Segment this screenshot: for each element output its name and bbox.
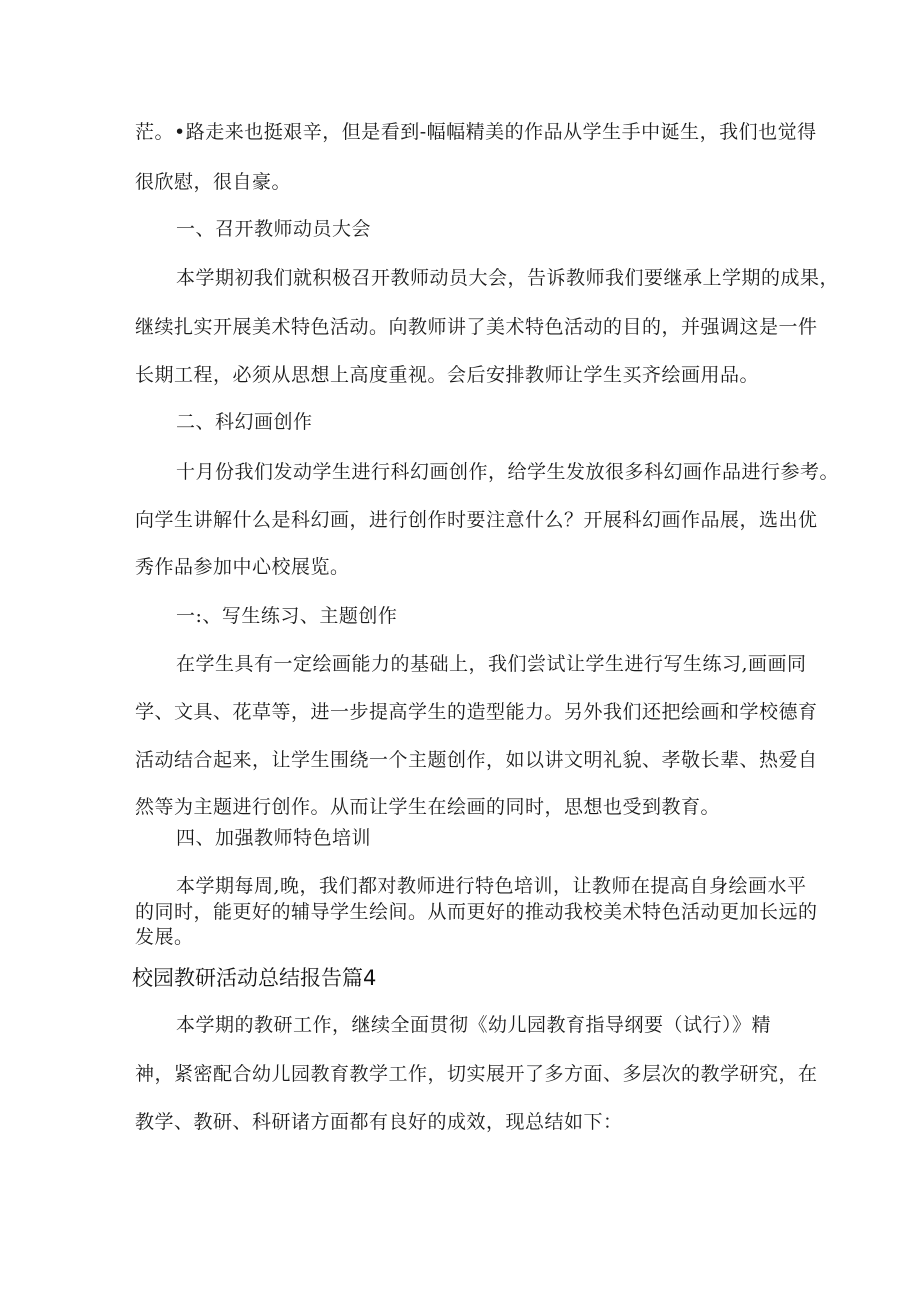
- section-3-title: 一:、写生练习、主题创作: [176, 605, 398, 627]
- intro-line-1: 茫。•路走来也挺艰辛，但是看到-幅幅精美的作品从学生手中诞生，我们也觉得: [135, 121, 817, 143]
- section-2-title: 二、科幻画创作: [176, 411, 313, 433]
- section-2-paragraph-line: 向学生讲解什么是科幻画，进行创作时要注意什么？开展科幻画作品展，选出优: [135, 509, 818, 531]
- section-4-paragraph-line: 的同时，能更好的辅导学生绘间。从而更好的推动我校美术特色活动更加长远的: [135, 901, 818, 923]
- section-3-paragraph-line: 活动结合起来，让学生围绕一个主题创作，如以讲文明礼貌、孝敬长辈、热爱自: [135, 749, 818, 771]
- section-1-paragraph-line: 继续扎实开展美术特色活动。向教师讲了美术特色活动的目的，并强调这是一件: [135, 316, 818, 338]
- section-3-paragraph-line: 在学生具有一定绘画能力的基础上，我们尝试让学生进行写生练习,画画同: [176, 653, 807, 675]
- section-4-paragraph-line: 本学期每周,晚，我们都对教师进行特色培训，让教师在提高自身绘画水平: [176, 875, 807, 897]
- report-4-heading: 校园教研活动总结报告篇4: [132, 966, 377, 990]
- section-2-paragraph-line: 十月份我们发动学生进行科幻画创作，给学生发放很多科幻画作品进行参考。: [176, 461, 840, 483]
- section-3-paragraph-line: 然等为主题进行创作。从而让学生在绘画的同时，思想也受到教育。: [135, 796, 721, 818]
- intro-line-2: 很欣慰，很自豪。: [135, 171, 292, 193]
- section-4-title: 四、加强教师特色培训: [176, 827, 372, 849]
- section-1-title: 一、召开教师动员大会: [176, 218, 372, 240]
- section-3-paragraph-line: 学、文具、花草等，进一步提高学生的造型能力。另外我们还把绘画和学校德育: [135, 701, 818, 723]
- report-4-paragraph-line: 本学期的教研工作，继续全面贯彻《幼儿园教育指导纲要（试行）》精: [176, 1014, 772, 1036]
- section-4-paragraph-line: 发展。: [135, 926, 194, 948]
- section-1-paragraph-line: 本学期初我们就积极召开教师动员大会，告诉教师我们要继承上学期的成果，: [176, 267, 840, 289]
- section-1-paragraph-line: 长期工程，必须从思想上高度重视。会后安排教师让学生买齐绘画用品。: [135, 364, 760, 386]
- report-4-paragraph-line: 神，紧密配合幼儿园教育教学工作，切实展开了多方面、多层次的教学研究，在: [135, 1063, 818, 1085]
- report-4-paragraph-line: 教学、教研、科研诸方面都有良好的成效，现总结如下：: [135, 1111, 623, 1133]
- section-2-paragraph-line: 秀作品参加中心校展览。: [135, 556, 350, 578]
